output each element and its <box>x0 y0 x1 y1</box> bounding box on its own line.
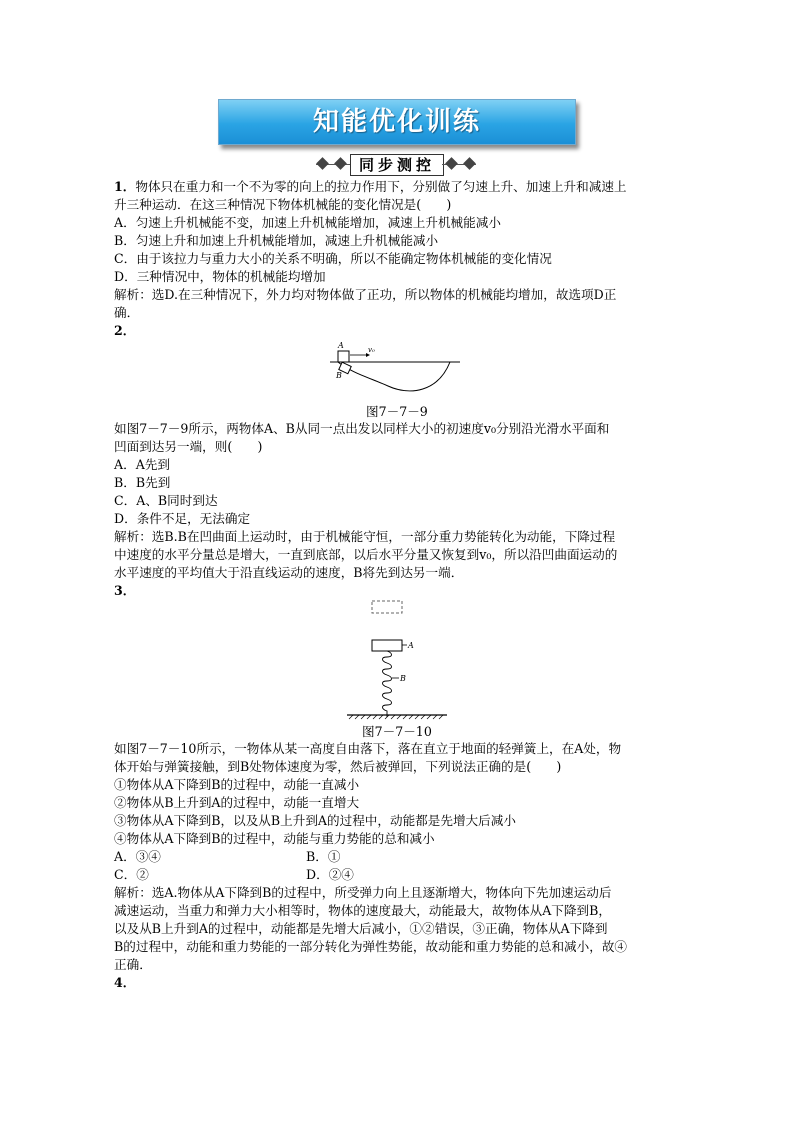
q3-statement-2: ②物体从B上升到A的过程中，动能一直增大 <box>114 795 360 810</box>
q3-option-a: A．③④ <box>114 849 161 864</box>
q1-option-d: D．三种情况中，物体的机械能均增加 <box>114 269 326 284</box>
q3-analysis-line2: 减速运动，当重力和弹力大小相等时，物体的速度最大，动能最大，故物体从A下降到B， <box>114 903 611 918</box>
q3-option-b: B．① <box>306 849 341 864</box>
q3-label-b: B <box>400 674 406 683</box>
q3-option-d: D．②④ <box>306 867 354 882</box>
q3-object-at-a <box>372 640 402 651</box>
q1-stem-line1: 1．物体只在重力和一个不为零的向上的拉力作用下，分别做了匀速上升、加速上升和减速上 <box>114 179 627 194</box>
q2-label-v0: v₀ <box>368 346 375 354</box>
q3-analysis-line4: B的过程中，动能和重力势能的一部分转化为弹性势能，故动能和重力势能的总和减小，故④ <box>114 939 628 954</box>
q2-figure-caption: 图7－7－9 <box>366 404 428 419</box>
q2-block-a <box>338 351 349 362</box>
q3-option-c: C．② <box>114 867 149 882</box>
q3-analysis-line1: 解析：选A.物体从A下降到B的过程中，所受弹力向上且逐渐增大，物体向下先加速运动后 <box>114 885 612 900</box>
q2-stem-line1: 如图7－7－9所示，两物体A、B从同一点出发以同样大小的初速度v₀分别沿光滑水平面和 <box>114 421 610 436</box>
diamond-icon-left <box>316 157 329 170</box>
diamond-icon-left-inner <box>334 157 347 170</box>
q2-label-a: A <box>338 341 344 350</box>
q2-analysis-line3: 水平速度的平均值大于沿直线运动的速度，B将先到达另一端． <box>114 565 464 580</box>
q3-stem-line2: 体开始与弹簧接触，到B处物体速度为零，然后被弹回，下列说法正确的是( ) <box>114 759 562 774</box>
q2-number: 2． <box>114 323 136 338</box>
q1-number: 1． <box>114 179 136 194</box>
q1-option-c: C．由于该拉力与重力大小的关系不明确，所以不能确定物体机械能的变化情况 <box>114 251 552 266</box>
q3-statement-1: ①物体从A下降到B的过程中，动能一直减小 <box>114 777 360 792</box>
q1-analysis-line2: 确． <box>114 305 140 320</box>
q2-option-b: B．B先到 <box>114 475 171 490</box>
q3-stem-line1: 如图7－7－10所示，一物体从某一高度自由落下，落在直立于地面的轻弹簧上，在A处，物 <box>114 741 622 756</box>
q3-label-a: A <box>408 641 414 650</box>
q2-label-b: B <box>336 371 342 380</box>
q3-figure-spring <box>345 598 455 720</box>
section-subtitle <box>316 154 476 176</box>
q1-option-b: B．匀速上升和加速上升机械能增加，减速上升机械能减小 <box>114 233 439 248</box>
q3-analysis-line5: 正确． <box>114 957 152 972</box>
q3-falling-object-outline <box>372 601 402 613</box>
q2-option-c: C．A、B同时到达 <box>114 493 218 508</box>
subtitle-label: 同步测控 <box>350 154 444 176</box>
q1-option-a: A．匀速上升机械能不变，加速上升机械能增加，减速上升机械能减小 <box>114 215 501 230</box>
q4-number: 4． <box>114 975 136 990</box>
q2-stem-line2: 凹面到达另一端，则( ) <box>114 439 263 454</box>
q3-analysis-line3: 以及从B上升到A的过程中，动能都是先增大后减小，①②错误，③正确，物体从A下降到 <box>114 921 608 936</box>
page-title-banner: 知能优化训练 <box>218 99 576 145</box>
q1-stem-line2: 升三种运动．在这三种情况下物体机械能的变化情况是( ) <box>114 197 452 212</box>
q2-option-d: D．条件不足，无法确定 <box>114 511 251 526</box>
q3-figure-caption: 图7－7－10 <box>362 724 432 739</box>
q2-concave-track <box>338 362 450 391</box>
q3-statement-3: ③物体从A下降到B，以及从B上升到A的过程中，动能都是先增大后减小 <box>114 813 516 828</box>
q1-analysis-line1: 解析：选D.在三种情况下，外力均对物体做了正功，所以物体的机械能均增加，故选项D正 <box>114 287 617 302</box>
diamond-icon-right <box>463 157 476 170</box>
diamond-icon-right-inner <box>445 157 458 170</box>
q2-option-a: A．A先到 <box>114 457 170 472</box>
q3-spring-coil <box>383 651 392 717</box>
q2-analysis-line2: 中速度的水平分量总是增大，一直到底部，以后水平分量又恢复到v₀，所以沿凹曲面运动的 <box>114 547 618 562</box>
q3-statement-4: ④物体从A下降到B的过程中，动能与重力势能的总和减小 <box>114 831 435 846</box>
q2-analysis-line1: 解析：选B.B在凹曲面上运动时，由于机械能守恒，一部分重力势能转化为动能，下降过程 <box>114 529 616 544</box>
q3-number: 3． <box>114 583 136 598</box>
q2-figure-curved-track <box>330 338 465 400</box>
